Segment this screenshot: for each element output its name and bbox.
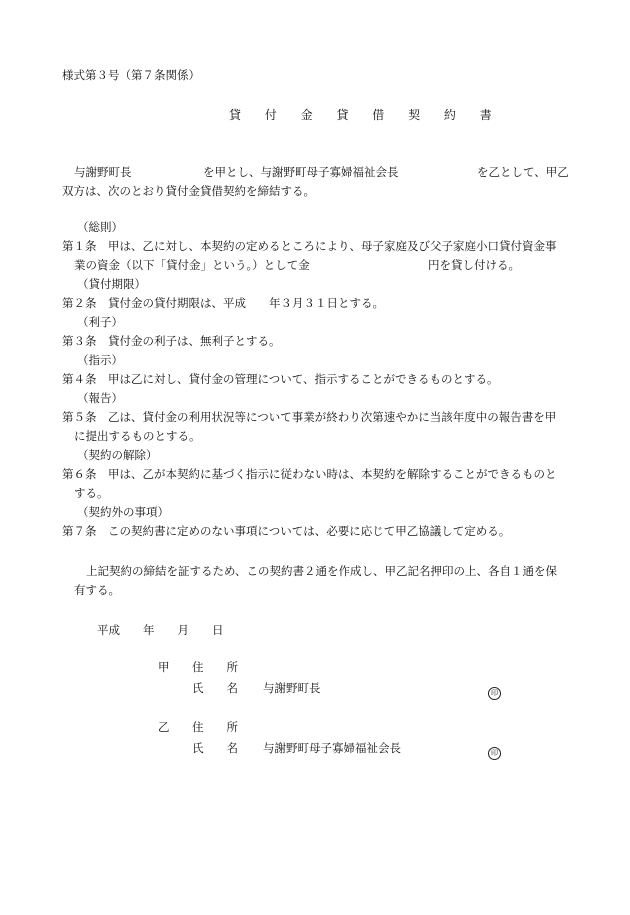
article-6-heading: （契約の解除） [77, 448, 158, 462]
article-1-tail: 円を貸し付ける。 [428, 258, 520, 272]
party-a-name: 与謝野町長 [263, 681, 321, 695]
article-5-line-2: に提出するものとする。 [74, 429, 201, 443]
party-a-name-label: 氏 名 [192, 681, 238, 695]
document-title: 貸 付 金 貸 借 契 約 書 [229, 108, 502, 122]
article-6-line-2: する。 [74, 486, 109, 500]
seal-icon: 印 [488, 687, 501, 700]
article-4-heading: （指示） [77, 353, 123, 367]
article-2-line-1: 第２条 貸付金の貸付期限は、平成 年３月３１日とする。 [62, 296, 384, 310]
closing-line-1: 上記契約の締結を証するため、この契約書２通を作成し、甲乙記名押印の上、各自１通を保 [86, 564, 558, 578]
article-7-line-1: 第７条 この契約書に定めのない事項については、必要に応じて甲乙協議して定める。 [62, 524, 511, 538]
intro-party-a: 与謝野町長 [74, 165, 132, 179]
article-7-heading: （契約外の事項） [77, 505, 169, 519]
closing-line-2: 有する。 [74, 583, 120, 597]
intro-line2: 双方は、次のとおり貸付金貸借契約を締結する。 [62, 184, 315, 198]
article-6-line-1: 第６条 甲は、乙が本契約に基づく指示に従わない時は、本契約を解除することができるものと [62, 467, 557, 481]
party-b-name: 与謝野町母子寡婦福祉会長 [263, 741, 401, 755]
intro-tail: を乙として、甲乙 [477, 165, 569, 179]
article-1-heading: （総則） [77, 220, 123, 234]
article-4-line-1: 第４条 甲は乙に対し、貸付金の管理について、指示することができるものとする。 [62, 372, 499, 386]
seal-icon: 印 [488, 747, 501, 760]
article-5-line-1: 第５条 乙は、貸付金の利用状況等について事業が終わり次第速やかに当該年度中の報告書を甲 [62, 410, 557, 424]
party-a-role: 甲 [158, 660, 170, 674]
article-1-line-2: 業の資金（以下「貸付金」という。）として金 [74, 258, 310, 272]
party-a-seal-mark [488, 682, 501, 700]
party-b-address-label: 住 所 [192, 720, 238, 734]
date-line: 平成 年 月 日 [97, 623, 224, 637]
intro-party-b: を甲とし、与謝野町母子寡婦福祉会長 [203, 165, 399, 179]
article-3-heading: （利子） [77, 315, 123, 329]
party-b-seal-mark [488, 742, 501, 760]
article-5-heading: （報告） [77, 391, 123, 405]
party-a-address-label: 住 所 [192, 660, 238, 674]
party-b-name-label: 氏 名 [192, 741, 238, 755]
article-3-line-1: 第３条 貸付金の利子は、無利子とする。 [62, 334, 281, 348]
form-number: 様式第３号（第７条関係） [62, 68, 200, 82]
party-b-role: 乙 [158, 720, 170, 734]
article-1-line-1: 第１条 甲は、乙に対し、本契約の定めるところにより、母子家庭及び父子家庭小口貸付資金事 [62, 239, 557, 253]
article-2-heading: （貸付期限） [77, 277, 146, 291]
